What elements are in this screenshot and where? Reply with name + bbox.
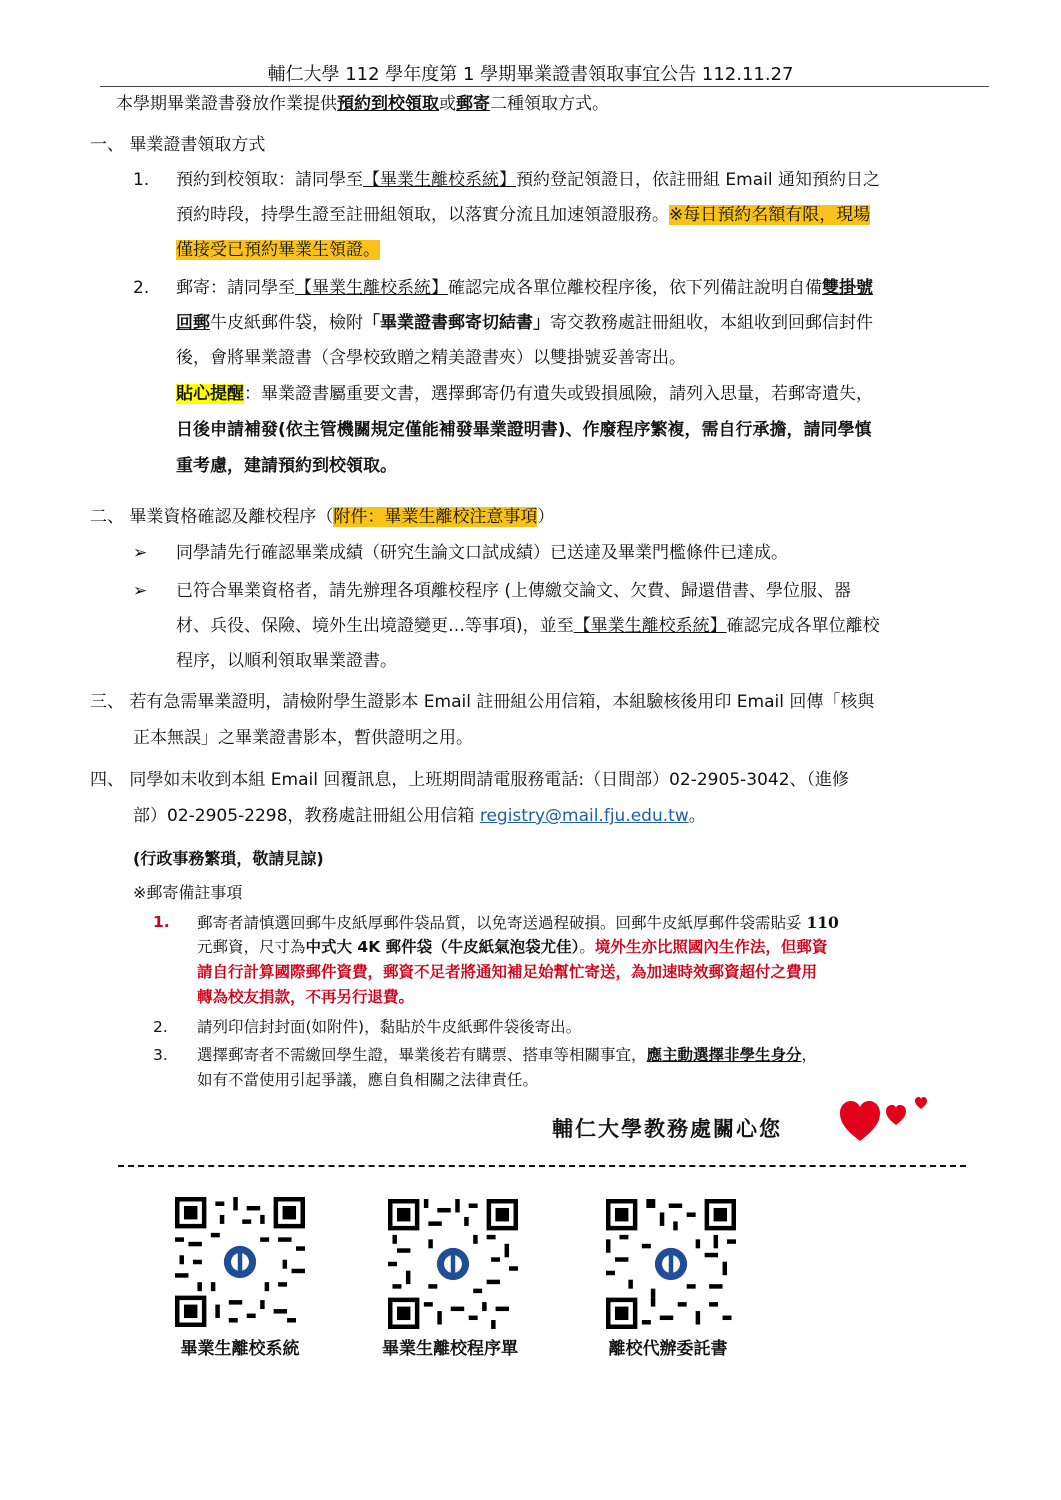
section-1-heading: 一、 畢業證書領取方式 — [90, 135, 266, 155]
intro-paragraph — [116, 87, 609, 122]
item-2-number: 2. — [133, 278, 150, 298]
quota-notice-end: 僅接受已預約畢業生領證。 — [176, 240, 380, 260]
text: 部）02-2905-2298，教務處註冊組公用信箱 — [133, 806, 480, 826]
item-2-line-1 — [176, 271, 873, 306]
signoff: 輔仁大學教務處關心您 — [552, 1116, 782, 1141]
note-3-line-2: 如有不當使用引起爭議，應自負相關之法律責任。 — [197, 1071, 539, 1089]
note-3-line-1 — [197, 1043, 817, 1068]
graduate-system-link[interactable]: 【畢業生離校系統】 — [295, 278, 448, 298]
reminder-line-2: 日後申請補發(依主管機關規定僅能補發畢業證明書)、作廢程序繁複，需自行承擔，請同學慎 — [176, 420, 872, 440]
item-1-line-1 — [176, 163, 880, 198]
return-postage-emphasis: 回郵 — [176, 313, 210, 333]
bullet-icon: ➢ — [133, 581, 148, 601]
qr-label: 畢業生離校程序單 — [382, 1339, 518, 1359]
text: ） — [537, 507, 555, 527]
section-2-heading — [90, 500, 554, 535]
registered-mail-emphasis: 雙掛號 — [822, 278, 873, 298]
hearts-icon — [838, 1095, 938, 1145]
bullet-icon: ➢ — [133, 543, 148, 563]
attachment-notice: 附件：畢業生離校注意事項 — [333, 507, 538, 527]
cut-line — [118, 1165, 966, 1167]
intro-option-mail: 郵寄 — [456, 94, 490, 114]
qr-label: 離校代辦委託書 — [608, 1339, 728, 1359]
bullet-2-line-3: 程序，以順利領取畢業證書。 — [176, 651, 397, 671]
note-1-number: 1. — [153, 913, 170, 931]
text: 牛皮紙郵件袋，檢附 — [210, 313, 363, 333]
item-1-number: 1. — [133, 170, 150, 190]
graduate-system-link[interactable]: 【畢業生離校系統】 — [573, 616, 727, 636]
text: 確認完成各單位離校程序後，依下列備註說明自備 — [448, 278, 822, 298]
quota-notice: ※每日預約名額有限，現場 — [669, 205, 871, 225]
reminder-label: 貼心提醒 — [176, 384, 244, 404]
text: 預約到校領取：請同學至 — [176, 170, 363, 190]
item-2-line-3: 後，會將畢業證書（含學校致贈之精美證書夾）以雙掛號妥善寄出。 — [176, 348, 686, 368]
bullet-2-line-1: 已符合畢業資格者，請先辦理各項離校程序 (上傳繳交論文、欠費、歸還借書、學位服、器 — [176, 581, 852, 601]
item-1-line-2 — [176, 198, 870, 233]
bullet-1: 同學請先行確認畢業成績（研究生論文口試成績）已送達及畢業門檻條件已達成。 — [176, 543, 788, 563]
non-student-emphasis: 應主動選擇非學生身分 — [646, 1046, 802, 1064]
text: 郵寄：請同學至 — [176, 278, 295, 298]
text: 元郵資，尺寸為 — [197, 938, 306, 956]
qr-code-icon[interactable] — [606, 1199, 736, 1329]
section-3-line-2: 正本無誤」之畢業證書影本，暫供證明之用。 — [133, 728, 473, 748]
reminder-line-1 — [176, 377, 873, 412]
note-3-number: 3. — [153, 1046, 168, 1064]
text: 材、兵役、保險、境外生出境證變更…等事項)，並至 — [176, 616, 574, 636]
reminder-line-3: 重考慮，建請預約到校領取。 — [176, 456, 397, 476]
note-1-line-2 — [197, 935, 827, 960]
text: 選擇郵寄者不需繳回學生證，畢業後若有購票、搭車等相關事宜， — [197, 1046, 647, 1064]
text: 預約登記領證日，依註冊組 Email 通知預約日之 — [516, 170, 880, 190]
note-1-line-1 — [197, 910, 839, 936]
intro-option-school: 預約到校領取 — [337, 94, 439, 114]
text: ， — [801, 1046, 818, 1064]
text: 。 — [688, 806, 706, 826]
item-2-line-2 — [176, 306, 873, 341]
qr-code-icon[interactable] — [175, 1197, 305, 1327]
intro-text: 或 — [439, 94, 456, 114]
note-2-number: 2. — [153, 1018, 168, 1036]
item-1-line-3 — [176, 233, 380, 268]
section-4-line-2 — [133, 799, 706, 834]
qr-code-icon[interactable] — [388, 1199, 518, 1329]
text: 寄交教務處註冊組收，本組收到回郵信封件 — [550, 313, 873, 333]
page-title: 輔仁大學 112 學年度第 1 學期畢業證書領取事宜公告 112.11.27 — [267, 64, 794, 85]
notes-heading: ※郵寄備註事項 — [133, 883, 243, 902]
intro-text: 本學期畢業證書發放作業提供 — [116, 94, 337, 114]
text: 。 — [579, 938, 595, 956]
intro-text: 二種領取方式。 — [490, 94, 609, 114]
note-2-text: 請列印信封封面(如附件)，黏貼於牛皮紙郵件袋後寄出。 — [197, 1018, 582, 1036]
section-3-line-1: 三、 若有急需畢業證明，請檢附學生證影本 Email 註冊組公用信箱，本組驗核後用印 Email 回傳「核與 — [90, 692, 875, 712]
envelope-size: 中式大 4K 郵件袋（牛皮紙氣泡袋尤佳） — [305, 938, 580, 956]
section-4-line-1: 四、 同學如未收到本組 Email 回覆訊息，上班期間請電服務電話:（日間部）02-2905-3042、（進修 — [90, 770, 850, 790]
note-1-line-3: 請自行計算國際郵件資費，郵資不足者將通知補足始幫忙寄送，為加速時效郵資超付之費用 — [197, 963, 818, 981]
text: 郵寄者請慎選回郵牛皮紙厚郵件袋品質，以免寄送過程破損。回郵牛皮紙厚郵件袋需貼妥 — [197, 914, 802, 932]
text: 確認完成各單位離校 — [726, 616, 880, 636]
text: 預約時段，持學生證至註冊組領取，以落實分流且加速領證服務。 — [176, 205, 669, 225]
text: ：畢業證書屬重要文書，選擇郵寄仍有遺失或毀損風險，請列入思量，若郵寄遺失， — [244, 384, 873, 404]
qr-label: 畢業生離校系統 — [180, 1339, 300, 1359]
registry-email-link[interactable]: registry@mail.fju.edu.tw — [479, 806, 689, 826]
postage-amount: 110 — [806, 913, 839, 932]
text: 二、 畢業資格確認及離校程序（ — [90, 507, 334, 527]
affidavit-name: 「畢業證書郵寄切結書」 — [363, 313, 550, 333]
apology-note: (行政事務繁瑣，敬請見諒) — [133, 849, 324, 868]
overseas-notice: 境外生亦比照國內生作法，但郵資 — [594, 938, 828, 956]
note-1-line-4: 轉為校友捐款，不再另行退費。 — [197, 988, 415, 1006]
bullet-2-line-2 — [176, 609, 880, 644]
graduate-system-link[interactable]: 【畢業生離校系統】 — [363, 170, 516, 190]
